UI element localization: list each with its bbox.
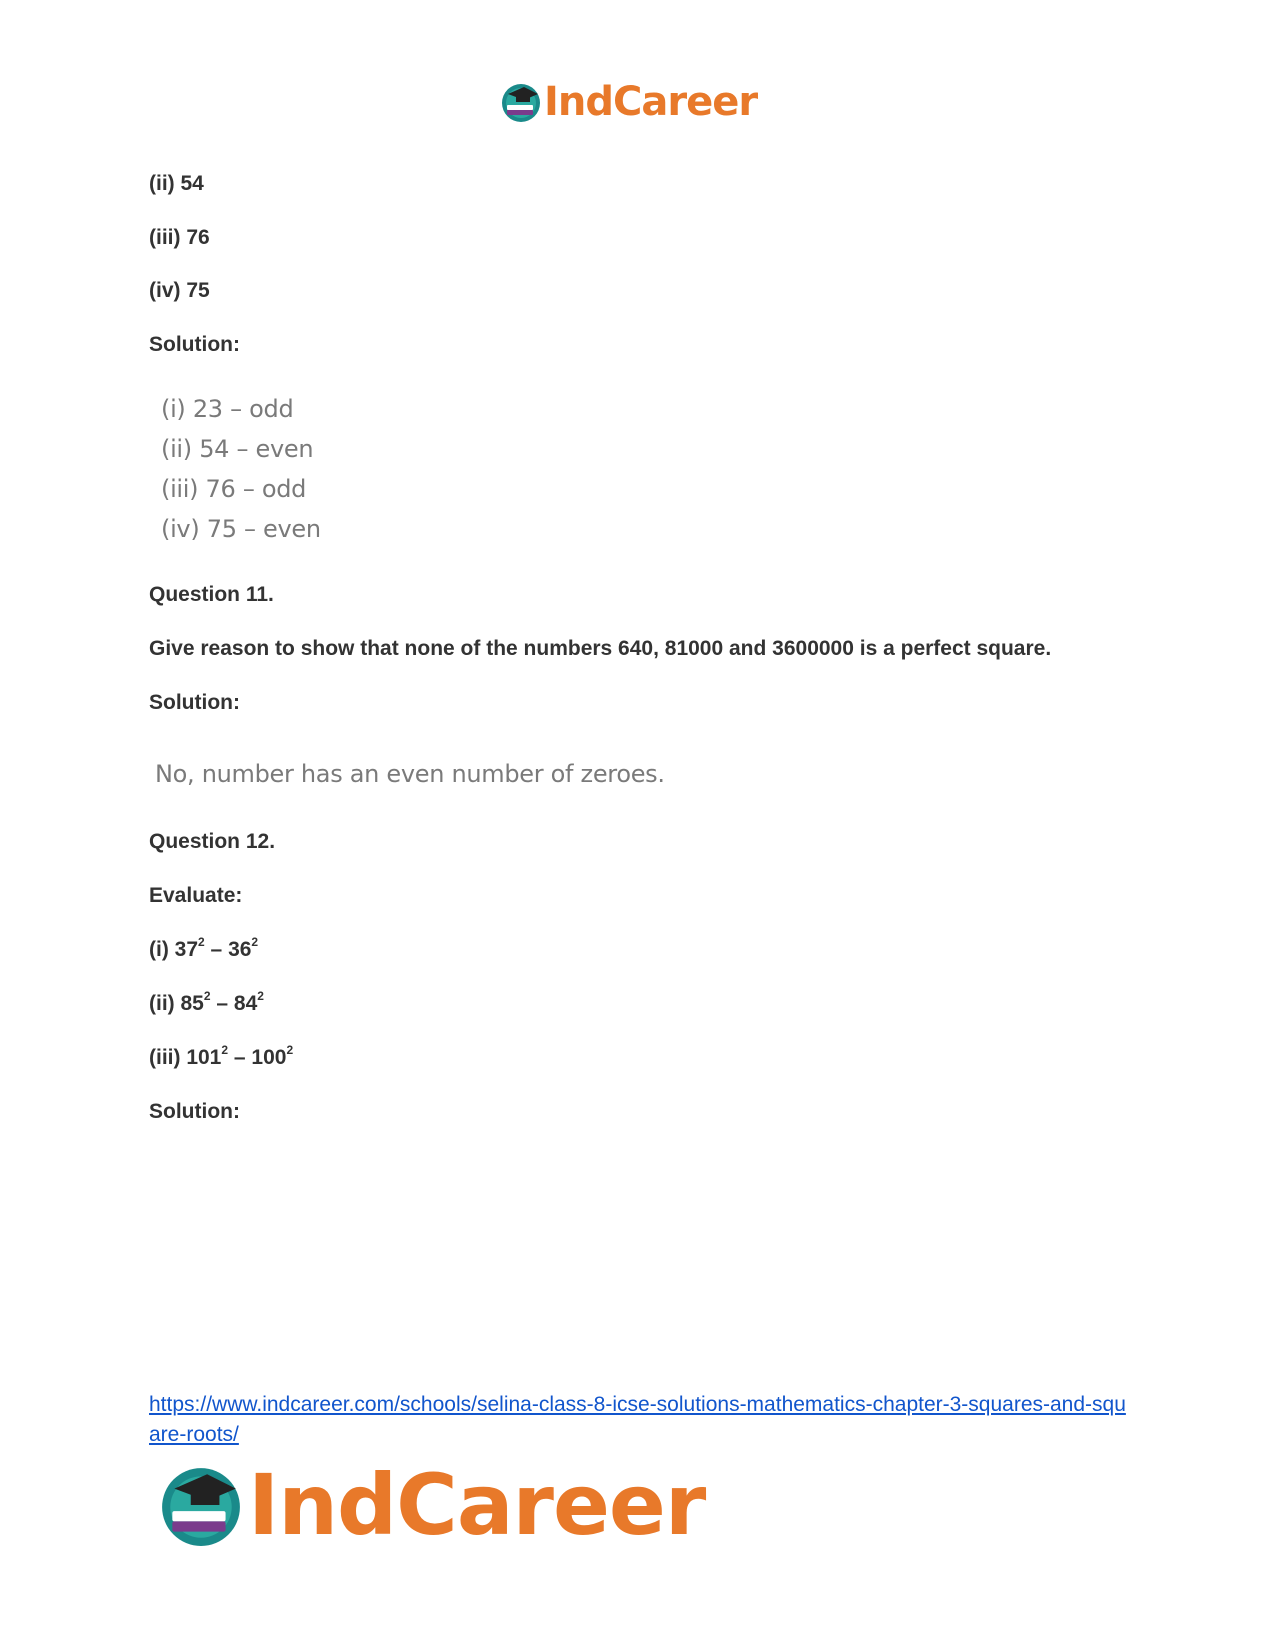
question-11-label: Question 11. xyxy=(149,583,274,606)
eval-part-i: (i) $37^2 - 36^2$ xyxy=(149,935,259,961)
solution-2-text: No, number has an even number of zeroes. xyxy=(155,760,665,788)
eval-part-ii: (ii) $85^2 - 84^2$ xyxy=(149,989,264,1015)
item-iv: (iv) 75 xyxy=(149,279,210,302)
source-url-link[interactable]: https://www.indcareer.com/schools/selina-class-8-icse-solutions-mathematics-chapter-3-squares-and-square-roots/ xyxy=(149,1393,1126,1446)
logo-wordmark: IndCareer xyxy=(248,1456,706,1554)
header-logo xyxy=(500,78,757,126)
solution-line-3: (iii) 76 – odd xyxy=(161,475,307,503)
eval-part-iii: (iii) $101^2 - 100^2$ xyxy=(149,1043,294,1069)
logo-wordmark: IndCareer xyxy=(544,79,758,125)
question-12-label: Question 12. xyxy=(149,830,276,853)
solution-line-4: (iv) 75 – even xyxy=(161,515,321,543)
solution-label-2: Solution: xyxy=(149,691,240,714)
item-iii: (iii) 76 xyxy=(149,226,210,249)
solution-label-3: Solution: xyxy=(149,1100,240,1123)
solution-line-2: (ii) 54 – even xyxy=(161,435,314,463)
graduation-book-icon xyxy=(158,1462,244,1548)
question-11-text: Give reason to show that none of the numbers 640, 81000 and 3600000 is a perfect square. xyxy=(149,637,1052,660)
graduation-book-icon xyxy=(500,81,542,123)
item-ii: (ii) 54 xyxy=(149,172,204,195)
footer-logo xyxy=(158,1456,706,1554)
question-12-text: Evaluate: xyxy=(149,884,243,907)
solution-label: Solution: xyxy=(149,333,240,356)
solution-line-1: (i) 23 – odd xyxy=(161,395,294,423)
